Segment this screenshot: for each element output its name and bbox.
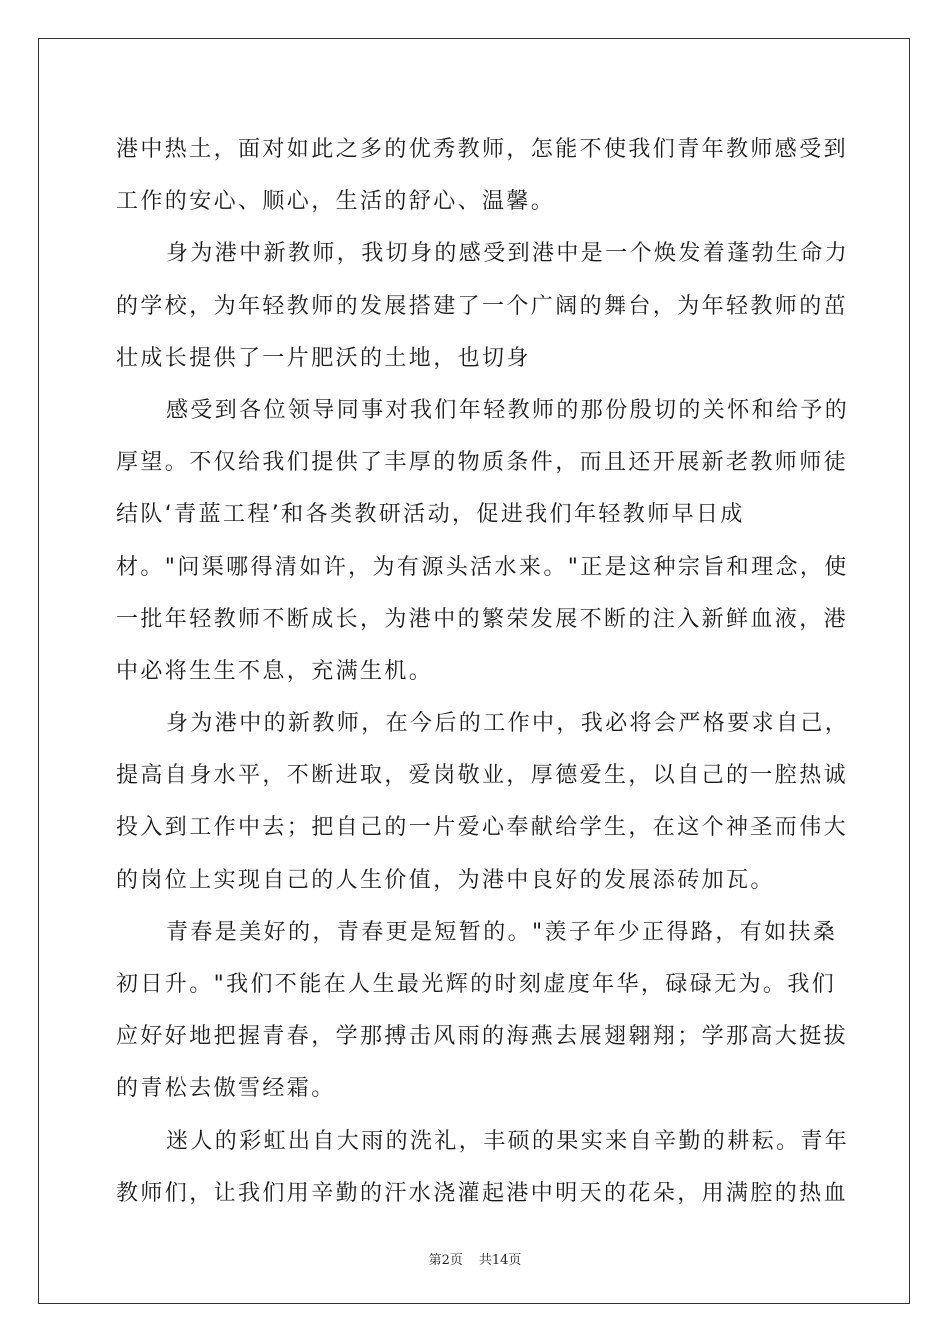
text-line: 的学校，为年轻教师的发展搭建了一个广阔的舞台，为年轻教师的茁 [116,293,849,319]
text-line: 的青松去傲雪经霜。 [116,1076,336,1102]
text-line: 感受到各位领导同事对我们年轻教师的那份殷切的关怀和给予的 [166,397,850,423]
text-line: 结队‘青蓝工程’和各类教研活动，促进我们年轻教师早日成 [116,502,745,528]
text-line: 港中热土，面对如此之多的优秀教师，怎能不使我们青年教师感受到 [116,137,849,162]
text-line: 初日升。"我们不能在人生最光辉的时刻虚度年华，碌碌无为。我们 [116,972,837,997]
text-line: 青春是美好的，青春更是短暂的。"羡子年少正得路，有如扶桑 [166,919,838,945]
text-line: 教师们，让我们用辛勤的汗水浇灌起港中明天的花朵，用满腔的热血 [116,1180,849,1206]
text-line: 迷人的彩虹出自大雨的洗礼，丰硕的果实来自辛勤的耕耘。青年 [166,1128,850,1154]
text-line: 一批年轻教师不断成长，为港中的繁荣发展不断的注入新鲜血液，港 [116,606,849,632]
text-line: 的岗位上实现自己的人生价值，为港中良好的发展添砖加瓦。 [116,867,775,893]
document-body [116,124,850,1220]
text-line: 提高自身水平，不断进取，爱岗敬业，厚德爱生，以自己的一腔热诚 [116,763,849,789]
page-footer [0,1249,950,1268]
text-line: 身为港中新教师，我切身的感受到港中是一个焕发着蓬勃生命力 [166,241,850,267]
text-line: 材。"问渠哪得清如许，为有源头活水来。"正是这种宗旨和理念，使 [116,554,849,580]
page-total: 共14页 [478,1253,522,1268]
text-line: 身为港中的新教师，在今后的工作中，我必将会严格要求自己， [166,711,850,737]
page-number: 第2页 [428,1253,463,1268]
text-line: 应好好地把握青春，学那搏击风雨的海燕去展翅翱翔；学那高大挺拔 [116,1024,849,1050]
text-line: 壮成长提供了一片肥沃的土地，也切身 [116,345,531,371]
text-line: 工作的安心、顺心，生活的舒心、温馨。 [116,189,556,215]
text-line: 厚望。不仅给我们提供了丰厚的物质条件，而且还开展新老教师师徒 [116,450,849,476]
text-line: 中必将生生不息，充满生机。 [116,658,434,684]
text-line: 投入到工作中去；把自己的一片爱心奉献给学生，在这个神圣而伟大 [116,815,849,841]
